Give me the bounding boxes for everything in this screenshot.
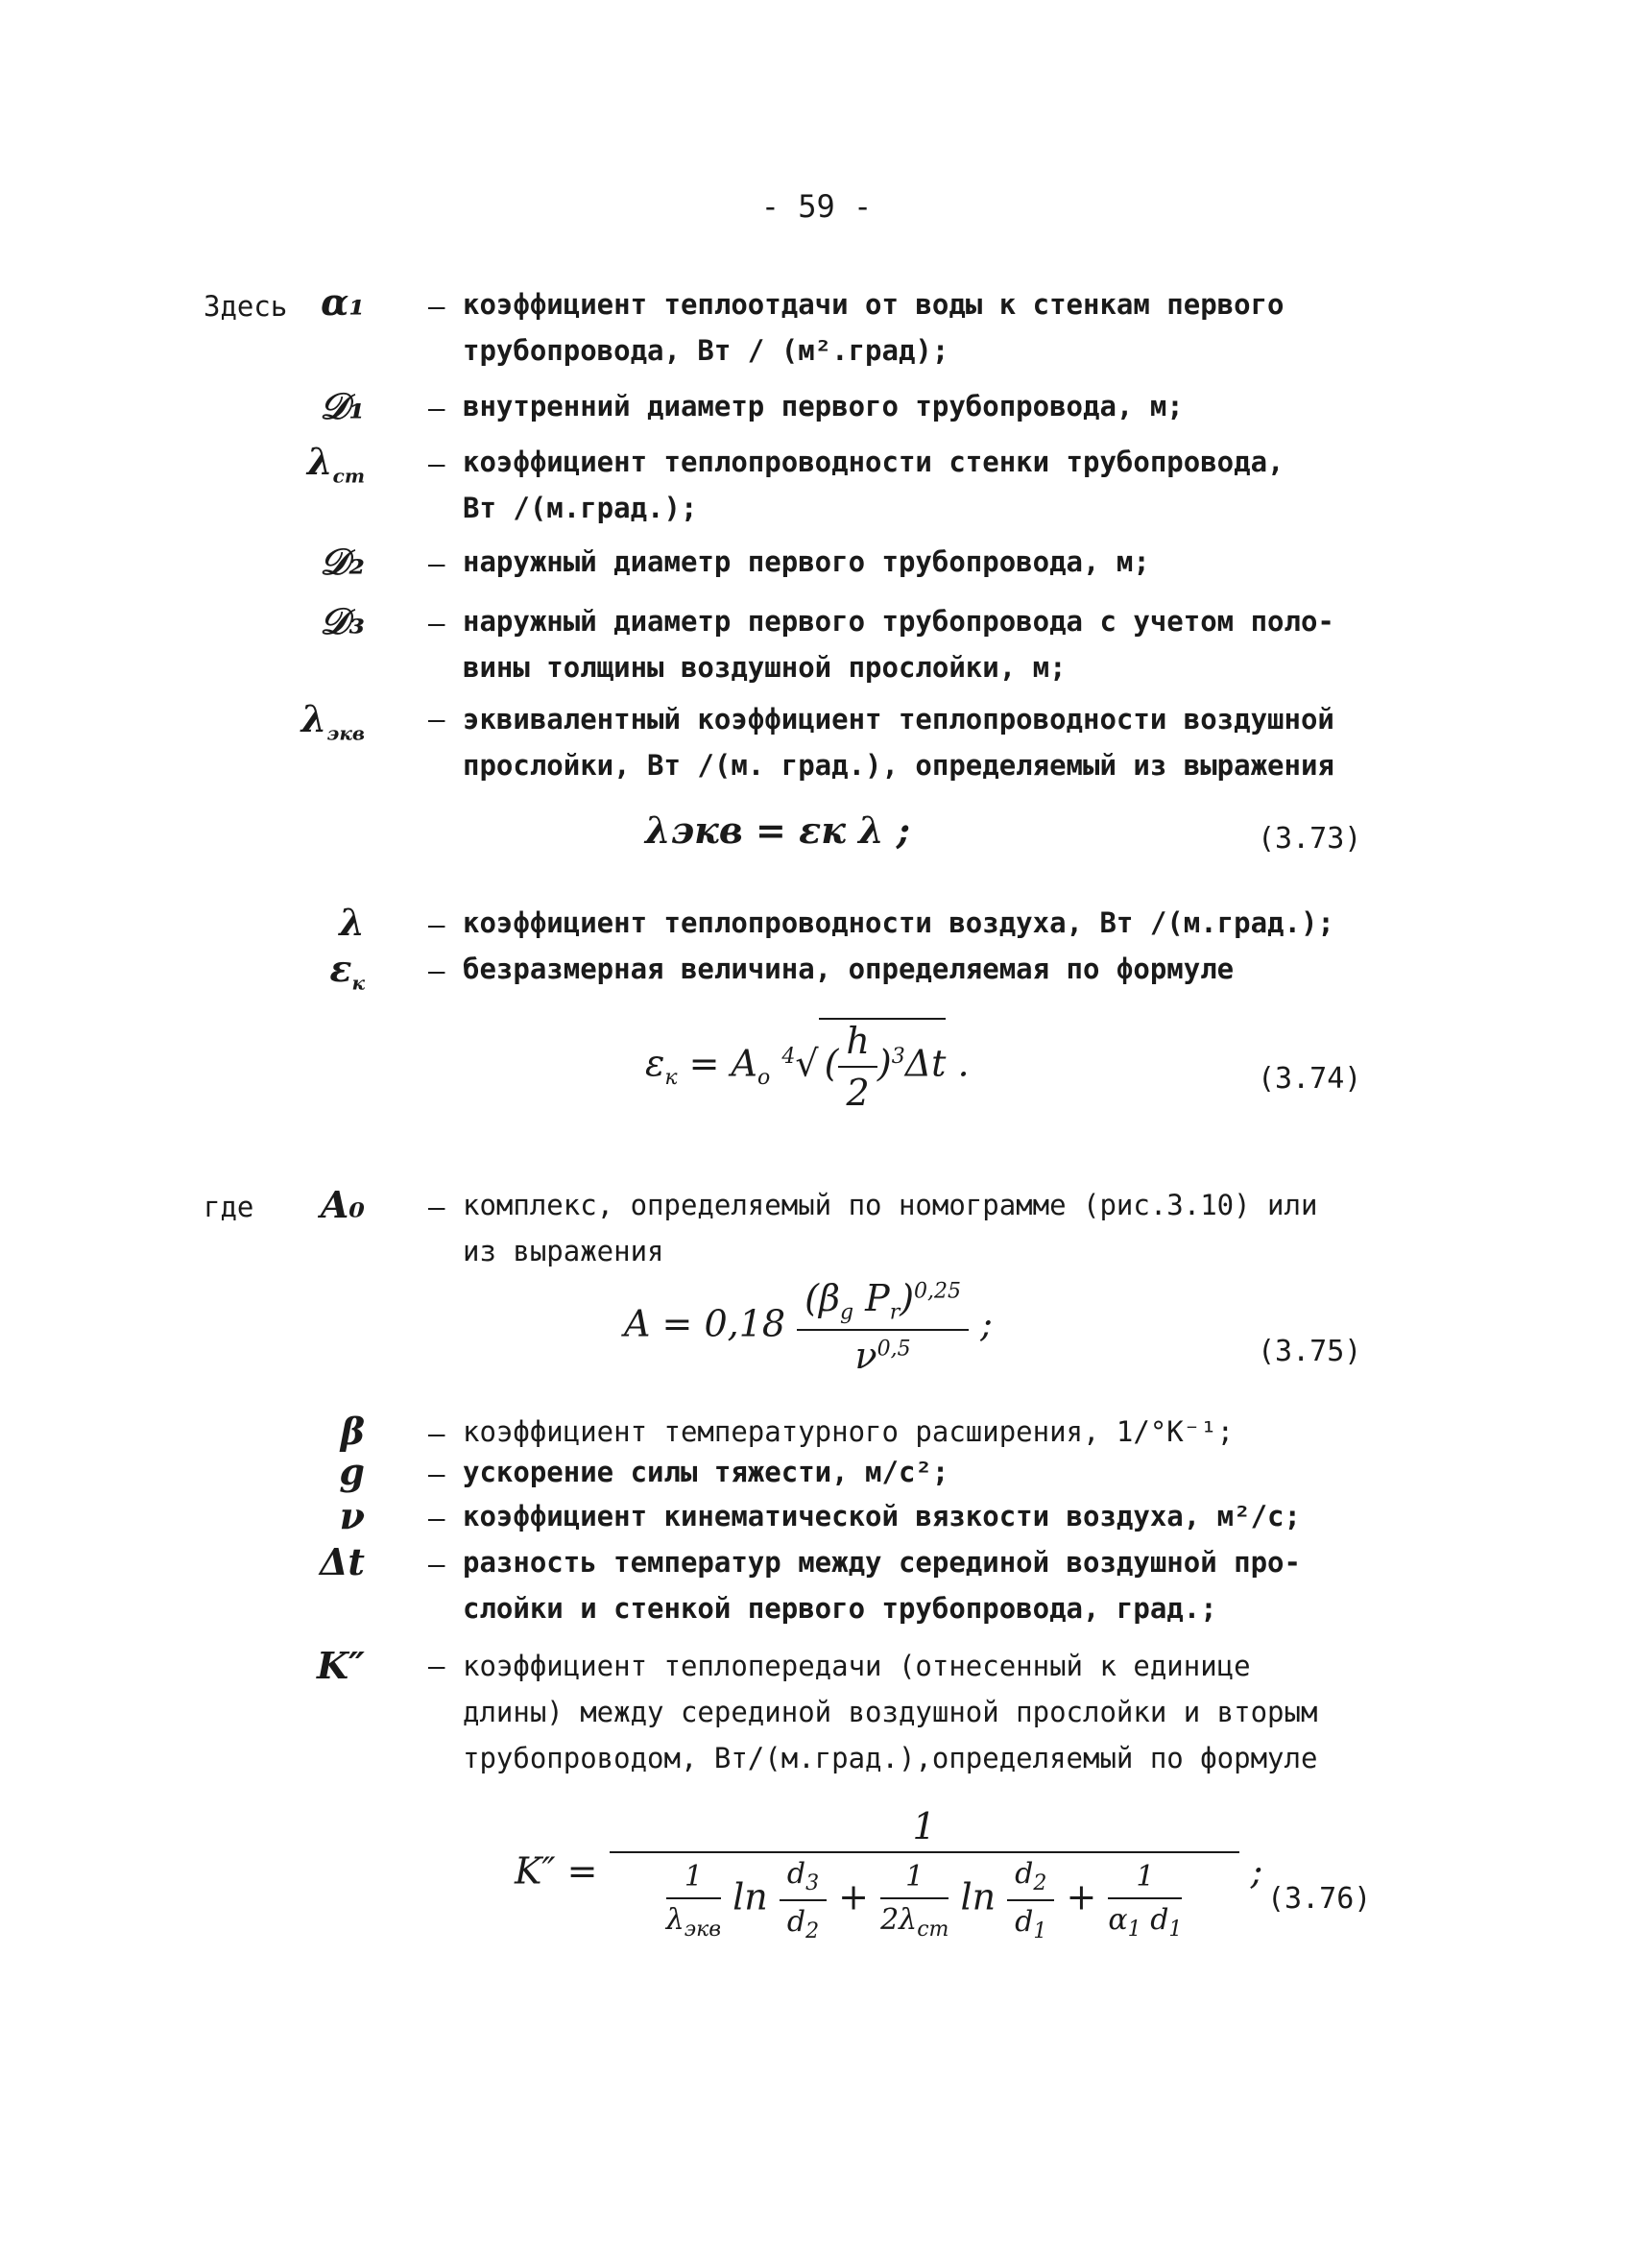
symbol-nu: ν bbox=[339, 1494, 365, 1537]
dash: – bbox=[428, 1548, 445, 1580]
def-epsilon-k-line1: безразмерная величина, определяемая по формуле bbox=[463, 953, 1235, 985]
def-K2-line1: коэффициент теплопередачи (отнесенный к единице bbox=[463, 1650, 1251, 1682]
def-beta-line1: коэффициент температурного расширения, 1/°К⁻¹; bbox=[463, 1415, 1235, 1448]
def-D3-line2: вины толщины воздушной прослойки, м; bbox=[463, 651, 1067, 684]
symbol-A0: A₀ bbox=[320, 1183, 365, 1226]
def-D3-line1: наружный диаметр первого трубопровода с учетом поло- bbox=[463, 605, 1334, 638]
def-K2-line3: трубопроводом, Вт/(м.град.),определяемый по формуле bbox=[463, 1742, 1318, 1774]
symbol-epsilon-k-sub: к bbox=[351, 971, 365, 995]
def-delta-t-line2: слойки и стенкой первого трубопровода, град.; bbox=[463, 1592, 1217, 1625]
def-lambda-ekv-line2: прослойки, Вт /(м. град.), определяемый из выражения bbox=[463, 749, 1334, 782]
def-lambda-line1: коэффициент теплопроводности воздуха, Вт /(м.град.); bbox=[463, 906, 1334, 939]
symbol-lambda-ekv-sub: экв bbox=[326, 721, 365, 745]
symbol-lambda-ekv bbox=[278, 697, 365, 745]
dash: – bbox=[428, 607, 445, 639]
dash: – bbox=[428, 1650, 445, 1682]
formula-3-76: K″ = 1 $\frac{1}{\lambda_{экв}}$ ln $\frac{d_3}{d_2}$ + $\frac{1}{2\lambda_{ст}}$ ln $\frac{d_2}{d_1}$ + $\frac{1}{\alpha_1 d_1}$ ; bbox=[515, 1805, 1263, 1943]
equation-number-3-76: (3.76) bbox=[1267, 1882, 1372, 1916]
dash: – bbox=[428, 1458, 445, 1490]
equation-number-3-73: (3.73) bbox=[1258, 822, 1362, 856]
symbol-beta: β bbox=[340, 1410, 365, 1453]
dash: – bbox=[428, 447, 445, 480]
dash: – bbox=[428, 1191, 445, 1223]
def-delta-t-line1: разность температур между серединой воздушной про- bbox=[463, 1546, 1301, 1579]
page-number: - 59 - bbox=[760, 188, 873, 225]
symbol-lambda-st-main: λ bbox=[307, 440, 333, 483]
def-lambda-st-line2: Вт /(м.град.); bbox=[463, 492, 698, 524]
symbol-D3: 𝒟₃ bbox=[320, 599, 365, 642]
def-A0-line2: из выражения bbox=[463, 1235, 664, 1267]
symbol-lambda-ekv-main: λ bbox=[300, 697, 327, 740]
dash: – bbox=[428, 1502, 445, 1534]
dash: – bbox=[428, 954, 445, 987]
symbol-alpha1: α₁ bbox=[321, 280, 365, 324]
dash: – bbox=[428, 392, 445, 424]
symbol-lambda-st-sub: ст bbox=[332, 464, 365, 488]
def-alpha1-line2: трубопровода, Вт / (м².град); bbox=[463, 334, 949, 367]
def-K2-line2: длины) между серединой воздушной прослойки и вторым bbox=[463, 1696, 1318, 1728]
symbol-epsilon-k bbox=[278, 947, 365, 995]
def-A0-line1: комплекс, определяемый по номограмме (рис.3.10) или bbox=[463, 1189, 1318, 1221]
label-where: где bbox=[204, 1191, 254, 1223]
symbol-D2: 𝒟₂ bbox=[320, 540, 365, 583]
symbol-lambda: λ bbox=[339, 901, 365, 944]
equation-number-3-74: (3.74) bbox=[1258, 1062, 1362, 1096]
def-D1-line1: внутренний диаметр первого трубопровода, м; bbox=[463, 390, 1184, 422]
formula-3-74: $\varepsilon_к = A_o$ $^4$√ ( $\frac{h}{2}$ )$^3$Δt . bbox=[645, 1020, 970, 1114]
symbol-lambda-st bbox=[278, 440, 365, 488]
dash: – bbox=[428, 703, 445, 736]
formula-3-73: λэкв = εк λ ; bbox=[645, 808, 911, 852]
formula-3-75: A = 0,18 $\frac{(\beta_g P_r)^{0,25}}{\nu^{0,5}}$ ; bbox=[624, 1277, 993, 1377]
def-lambda-ekv-line1: эквивалентный коэффициент теплопроводности воздушной bbox=[463, 703, 1334, 736]
def-nu-line1: коэффициент кинематической вязкости воздуха, м²/с; bbox=[463, 1500, 1301, 1532]
dash: – bbox=[428, 547, 445, 580]
def-D2-line1: наружный диаметр первого трубопровода, м; bbox=[463, 545, 1150, 578]
def-alpha1-line1: коэффициент теплоотдачи от воды к стенкам первого bbox=[463, 288, 1285, 321]
symbol-g: g bbox=[339, 1450, 365, 1493]
def-g-line1: ускорение силы тяжести, м/с²; bbox=[463, 1456, 949, 1488]
def-lambda-st-line1: коэффициент теплопроводности стенки трубопровода, bbox=[463, 446, 1285, 478]
symbol-delta-t: Δt bbox=[319, 1540, 365, 1583]
symbol-K2: K″ bbox=[316, 1644, 365, 1687]
symbol-D1: 𝒟₁ bbox=[320, 384, 365, 427]
dash: – bbox=[428, 908, 445, 941]
equation-number-3-75: (3.75) bbox=[1258, 1335, 1362, 1368]
symbol-epsilon-k-main: ε bbox=[329, 947, 352, 990]
dash: – bbox=[428, 1417, 445, 1450]
label-here: Здесь bbox=[204, 290, 288, 323]
dash: – bbox=[428, 290, 445, 323]
